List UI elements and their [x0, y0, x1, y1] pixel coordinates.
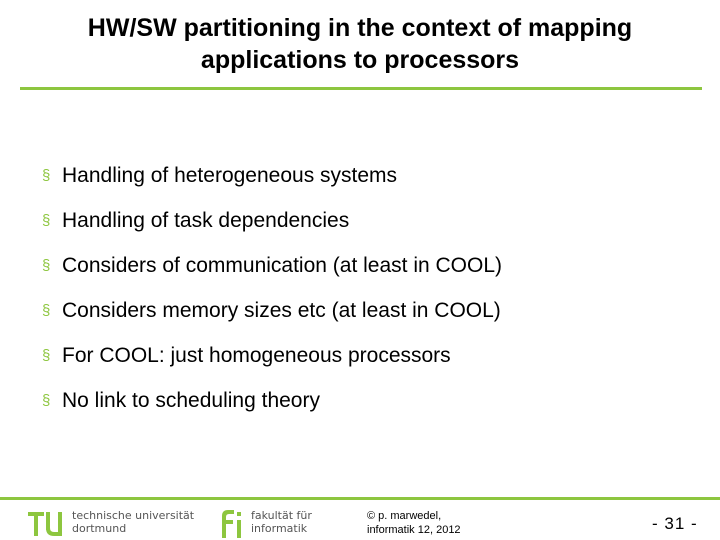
fi-line-1: fakultät für	[251, 509, 312, 522]
tu-line-2: dortmund	[72, 522, 127, 535]
bullet-marker-icon: §	[42, 167, 51, 184]
bullet-list	[42, 160, 502, 430]
bullet-item	[42, 340, 502, 385]
bullet-marker-icon: §	[42, 392, 51, 409]
tu-line-1: technische universität	[72, 509, 195, 522]
page-number: - 31 -	[652, 514, 698, 533]
title-divider	[20, 87, 702, 90]
bullet-marker-icon: §	[42, 347, 51, 364]
fakultaet-informatik-logo-icon	[218, 508, 246, 538]
copyright-notice	[367, 509, 461, 537]
footer-divider	[0, 497, 720, 500]
copyright-line-1: © p. marwedel,	[367, 510, 442, 522]
bullet-marker-icon: §	[42, 212, 51, 229]
bullet-text: For COOL: just homogeneous processors	[62, 344, 451, 367]
tu-dortmund-logo-icon	[28, 508, 66, 538]
bullet-item	[42, 295, 502, 340]
bullet-text: Handling of heterogeneous systems	[62, 164, 398, 187]
bullet-marker-icon: §	[42, 257, 51, 274]
bullet-item	[42, 250, 502, 295]
slide-title	[20, 12, 700, 76]
fi-line-2: informatik	[251, 522, 308, 535]
bullet-item	[42, 160, 502, 205]
title-line-2: applications to processors	[200, 46, 520, 74]
bullet-item	[42, 385, 502, 430]
bullet-item	[42, 205, 502, 250]
bullet-marker-icon: §	[42, 302, 51, 319]
copyright-line-2: informatik 12, 2012	[367, 524, 461, 536]
bullet-text: No link to scheduling theory	[62, 389, 320, 412]
bullet-text: Considers memory sizes etc (at least in COOL)	[62, 299, 501, 322]
title-line-1: HW/SW partitioning in the context of mapping	[87, 14, 633, 42]
fakultaet-wordmark	[251, 509, 312, 535]
bullet-text: Considers of communication (at least in COOL)	[62, 254, 503, 277]
tu-dortmund-wordmark	[72, 509, 194, 535]
bullet-text: Handling of task dependencies	[62, 209, 350, 232]
